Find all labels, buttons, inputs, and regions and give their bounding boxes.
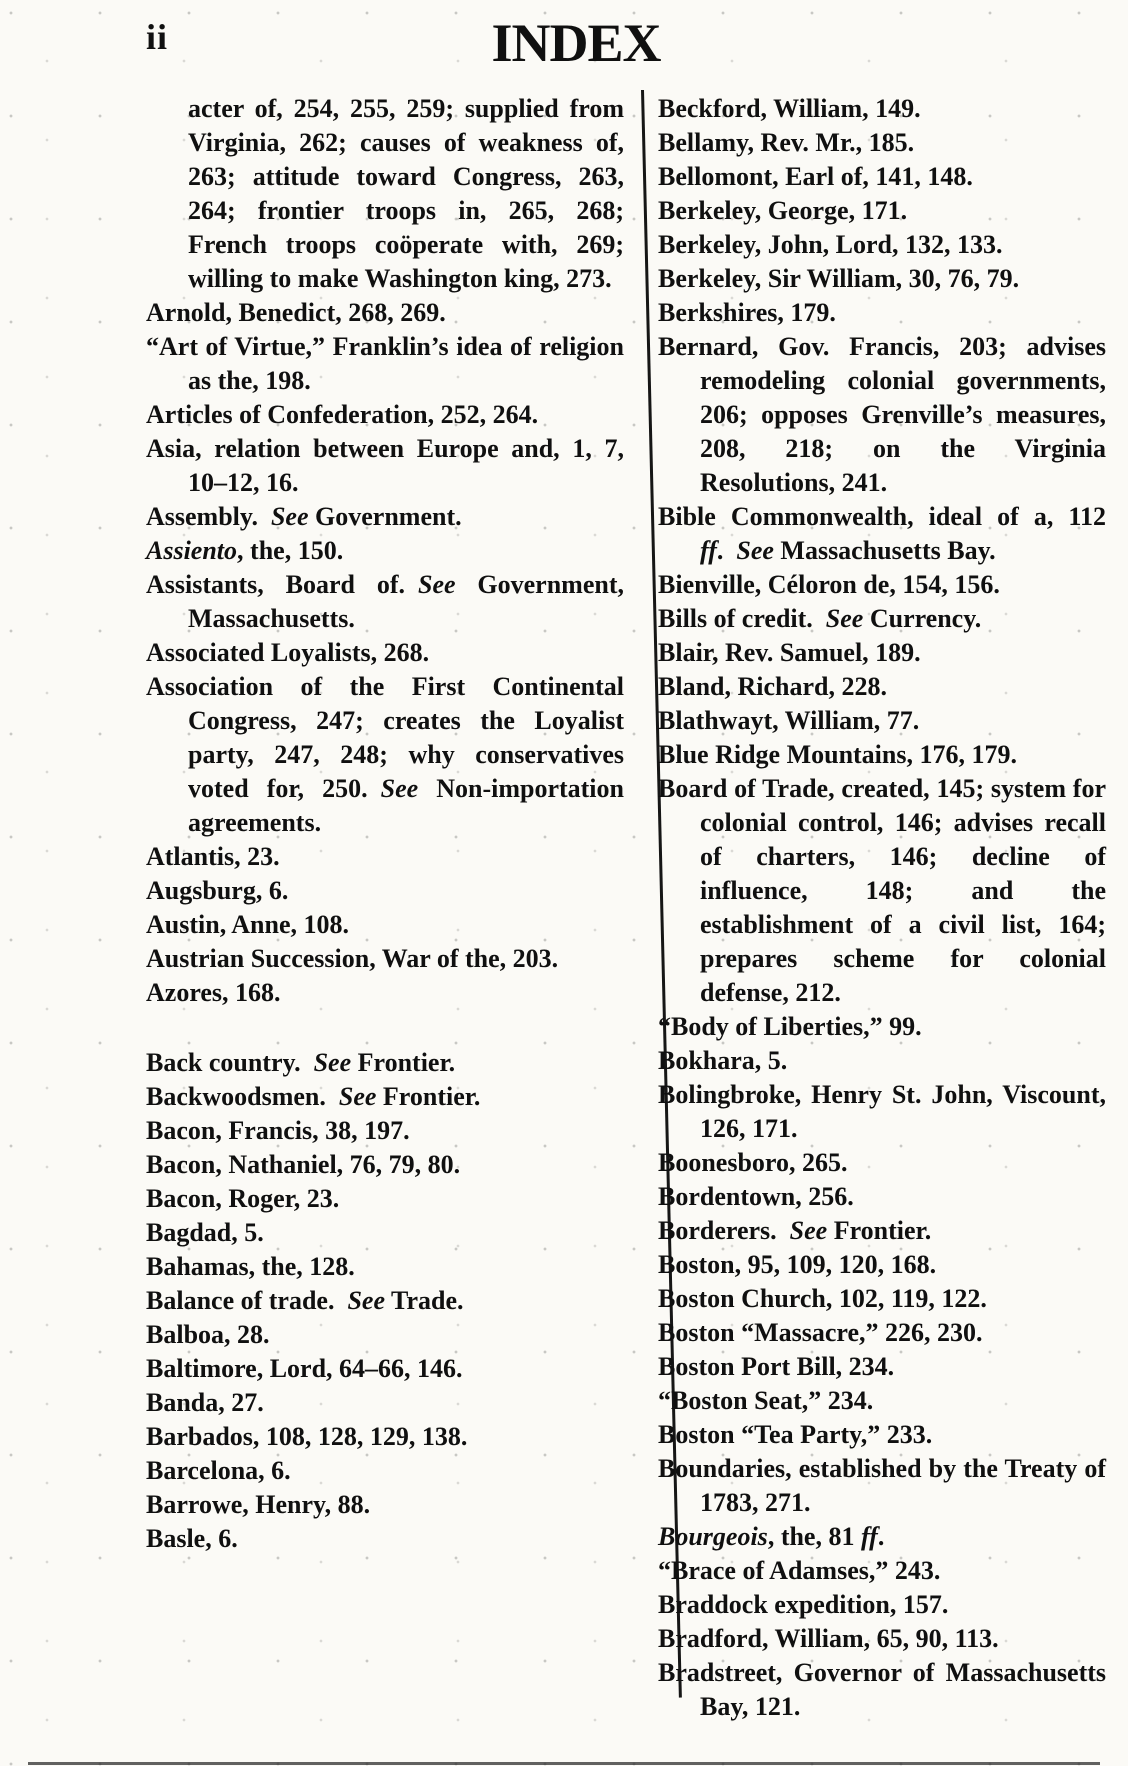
index-entry: Banda, 27. [146, 1388, 264, 1417]
index-entry: Bradstreet, Governor of Massachusetts Bay, 121. [658, 1658, 1106, 1721]
index-entry: Bernard, Gov. Francis, 203; advises remodeling colonial governments, 206; opposes Grenville’s measures, 208, 218; on the Virginia Resolutions, 241. [658, 332, 1106, 497]
index-entry: Berkeley, George, 171. [658, 196, 908, 225]
index-entry: Azores, 168. [146, 978, 281, 1007]
index-entry: Bolingbroke, Henry St. John, Viscount, 126, 171. [658, 1080, 1106, 1143]
index-entry: Blue Ridge Mountains, 176, 179. [658, 740, 1017, 769]
index-entry: Bellamy, Rev. Mr., 185. [658, 128, 915, 157]
index-entry: Bland, Richard, 228. [658, 672, 887, 701]
index-entry: Bienville, Céloron de, 154, 156. [658, 570, 1000, 599]
index-entry: Augsburg, 6. [146, 876, 289, 905]
index-entry: Barcelona, 6. [146, 1456, 291, 1485]
index-entry: Assembly. See Government. [146, 502, 462, 531]
index-entry: Boston “Massacre,” 226, 230. [658, 1318, 983, 1347]
index-entry: Austrian Succession, War of the, 203. [146, 944, 559, 973]
index-entry: Boston Port Bill, 234. [658, 1352, 895, 1381]
index-entry: Bourgeois, the, 81 ff. [658, 1522, 885, 1551]
index-entry: “Body of Liberties,” 99. [658, 1012, 922, 1041]
index-entry: Balance of trade. See Trade. [146, 1286, 464, 1315]
index-entry: Asia, relation between Europe and, 1, 7, 10–12, 16. [146, 434, 624, 497]
index-entry: Boston, 95, 109, 120, 168. [658, 1250, 937, 1279]
page-title: INDEX [491, 13, 661, 73]
index-entry: Back country. See Frontier. [146, 1048, 456, 1077]
index-entry: Bahamas, the, 128. [146, 1252, 355, 1281]
index-entry: Borderers. See Frontier. [658, 1216, 932, 1245]
index-entry: Bacon, Francis, 38, 197. [146, 1116, 410, 1145]
index-entry: Barbados, 108, 128, 129, 138. [146, 1422, 468, 1451]
index-entry: Bacon, Roger, 23. [146, 1184, 340, 1213]
index-entry: Berkshires, 179. [658, 298, 836, 327]
index-entry: Boonesboro, 265. [658, 1148, 848, 1177]
index-entry: Bellomont, Earl of, 141, 148. [658, 162, 973, 191]
index-entry: “Art of Virtue,” Franklin’s idea of religion as the, 198. [146, 332, 624, 395]
index-entry: Atlantis, 23. [146, 842, 280, 871]
index-entry: Bills of credit. See Currency. [658, 604, 982, 633]
index-entry: Assiento, the, 150. [146, 536, 344, 565]
index-entry: Association of the First Continental Congress, 247; creates the Loyalist party, 247, 248; why conservatives voted for, 250. See Non-importation agreements. [146, 672, 624, 837]
index-entry: Baltimore, Lord, 64–66, 146. [146, 1354, 463, 1383]
index-entry: Berkeley, Sir William, 30, 76, 79. [658, 264, 1020, 293]
index-entry: Bacon, Nathaniel, 76, 79, 80. [146, 1150, 461, 1179]
index-entry: Beckford, William, 149. [658, 94, 921, 123]
index-entry: Articles of Confederation, 252, 264. [146, 400, 539, 429]
index-entry: Bagdad, 5. [146, 1218, 264, 1247]
index-entry: “Boston Seat,” 234. [658, 1386, 874, 1415]
index-entry: Blair, Rev. Samuel, 189. [658, 638, 921, 667]
page-number: ii [146, 17, 169, 57]
index-entry: Austin, Anne, 108. [146, 910, 349, 939]
index-entry: Berkeley, John, Lord, 132, 133. [658, 230, 1003, 259]
index-entry: Braddock expedition, 157. [658, 1590, 949, 1619]
index-entry: Bokhara, 5. [658, 1046, 788, 1075]
index-entry: Barrowe, Henry, 88. [146, 1490, 371, 1519]
index-entry: Associated Loyalists, 268. [146, 638, 430, 667]
index-entry: Board of Trade, created, 145; system for colonial control, 146; advises recall of charters, 146; decline of influence, 148; and the establishment of a civil list, 164; prepares scheme for colonial defense, 212. [658, 774, 1106, 1007]
index-entry: Bordentown, 256. [658, 1182, 854, 1211]
index-entry: Boundaries, established by the Treaty of 1783, 271. [658, 1454, 1106, 1517]
index-entry: Backwoodsmen. See Frontier. [146, 1082, 481, 1111]
index-entry: Basle, 6. [146, 1524, 238, 1553]
index-entry: acter of, 254, 255, 259; supplied from Virginia, 262; causes of weakness of, 263; attitude toward Congress, 263, 264; frontier troops in, 265, 268; French troops coöperate with, 269; willing to make Washington king, 273. [188, 94, 624, 293]
index-entry: Assistants, Board of. See Government, Massachusetts. [146, 570, 624, 633]
scan-artifact-line [28, 1762, 1100, 1765]
left-column [146, 92, 624, 1556]
index-entry: Blathwayt, William, 77. [658, 706, 920, 735]
index-entry: Arnold, Benedict, 268, 269. [146, 298, 446, 327]
index-entry: Boston “Tea Party,” 233. [658, 1420, 933, 1449]
index-entry: “Brace of Adamses,” 243. [658, 1556, 941, 1585]
index-entry: Balboa, 28. [146, 1320, 270, 1349]
index-entry: Bradford, William, 65, 90, 113. [658, 1624, 999, 1653]
index-entry: Boston Church, 102, 119, 122. [658, 1284, 987, 1313]
right-column [658, 92, 1106, 1724]
index-entry: Bible Commonwealth, ideal of a, 112 ff. See Massachusetts Bay. [658, 502, 1106, 565]
